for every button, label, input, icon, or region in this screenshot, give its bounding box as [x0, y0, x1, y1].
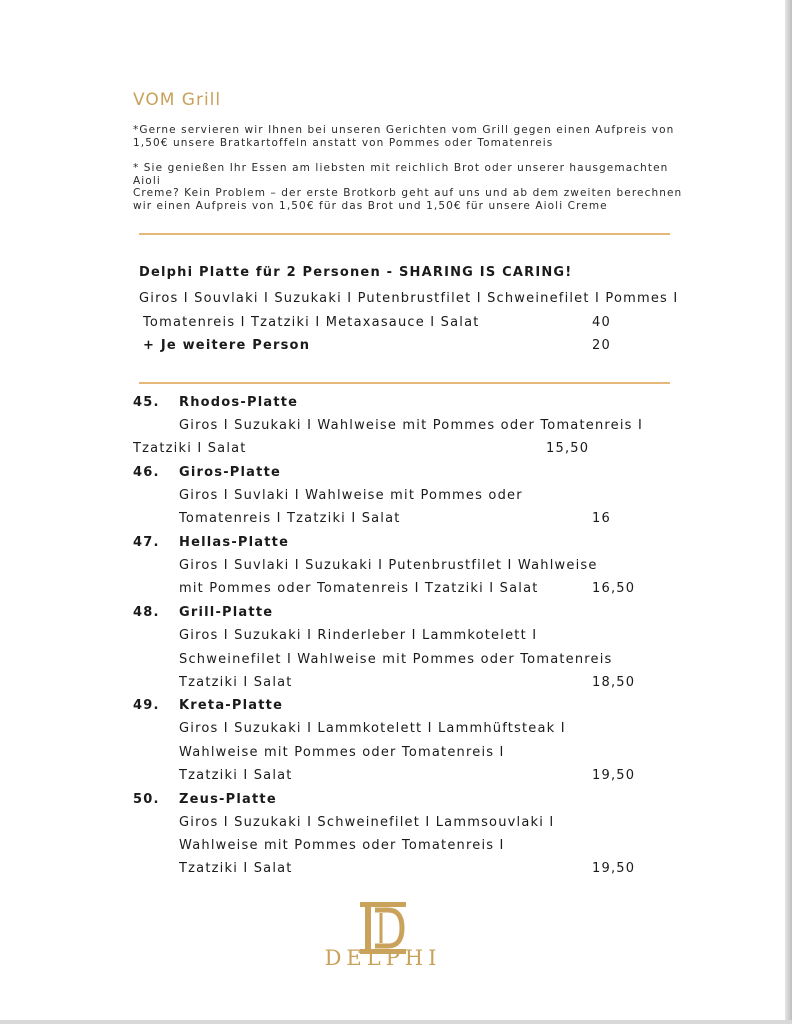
- item-price: 16,50: [592, 581, 636, 596]
- note-line: Creme? Kein Problem – der erste Brotkorb geht auf uns und ab dem zweiten berechnen: [133, 187, 683, 199]
- note-bread: [133, 162, 693, 212]
- item-description: Wahlweise mit Pommes oder Tomatenreis I: [179, 745, 505, 760]
- item-description: Giros I Suvlaki I Wahlweise mit Pommes oder: [179, 488, 523, 503]
- item-number: 47.: [133, 535, 160, 550]
- item-price: 19,50: [592, 861, 636, 876]
- item-number: 45.: [133, 395, 160, 410]
- sharing-extra-price: 20: [592, 338, 611, 353]
- item-number: 48.: [133, 605, 160, 620]
- item-description: Giros I Suzukaki I Lammkotelett I Lammhüftsteak I: [179, 721, 566, 736]
- delphi-logo-text: DELPHI: [324, 946, 442, 970]
- item-description: Giros I Suvlaki I Suzukaki I Putenbrustfilet I Wahlweise: [179, 558, 598, 573]
- sharing-description: Tomatenreis I Tzatziki I Metaxasauce I Salat: [143, 315, 480, 330]
- gold-divider: [139, 382, 670, 384]
- item-description: Tzatziki I Salat: [179, 675, 293, 690]
- note-line: * Sie genießen Ihr Essen am liebsten mit reichlich Brot oder unserer hausgemachten Aioli: [133, 162, 669, 187]
- section-title: VOM Grill: [133, 90, 222, 110]
- item-description: Giros I Suzukaki I Schweinefilet I Lammsouvlaki I: [179, 815, 555, 830]
- item-description: Schweinefilet I Wahlweise mit Pommes oder Tomatenreis: [179, 652, 613, 667]
- gold-divider: [139, 233, 670, 235]
- sharing-extra-label: + Je weitere Person: [143, 338, 311, 353]
- page-bottom-edge: [0, 1020, 792, 1024]
- note-line: wir einen Aufpreis von 1,50€ für das Brot und 1,50€ für unsere Aioli Creme: [133, 199, 608, 212]
- item-description: Tzatziki I Salat: [179, 861, 293, 876]
- item-description: Tomatenreis I Tzatziki I Salat: [179, 511, 401, 526]
- sharing-description: Giros I Souvlaki I Suzukaki I Putenbrustfilet I Schweinefilet I Pommes I: [139, 291, 679, 306]
- item-number: 46.: [133, 465, 160, 480]
- note-line: 1,50€ unsere Bratkartoffeln anstatt von Pommes oder Tomatenreis: [133, 136, 554, 149]
- item-description: mit Pommes oder Tomatenreis I Tzatziki I Salat: [179, 581, 539, 596]
- item-name: Grill-Platte: [179, 605, 274, 620]
- note-side-dish: [133, 124, 693, 149]
- item-price: 16: [592, 511, 611, 526]
- item-name: Giros-Platte: [179, 465, 282, 480]
- item-price: 19,50: [592, 768, 636, 783]
- item-number: 49.: [133, 698, 160, 713]
- item-description: Tzatziki I Salat: [133, 441, 247, 456]
- sharing-title: Delphi Platte für 2 Personen - SHARING IS CARING!: [139, 265, 573, 280]
- item-description: Wahlweise mit Pommes oder Tomatenreis I: [179, 838, 505, 853]
- item-name: Zeus-Platte: [179, 792, 277, 807]
- sharing-price: 40: [592, 315, 611, 330]
- item-description: Giros I Suzukaki I Rinderleber I Lammkotelett I: [179, 628, 538, 643]
- item-price: 18,50: [592, 675, 636, 690]
- item-description: Giros I Suzukaki I Wahlweise mit Pommes oder Tomatenreis I: [179, 418, 644, 433]
- item-name: Hellas-Platte: [179, 535, 290, 550]
- item-number: 50.: [133, 792, 160, 807]
- item-name: Kreta-Platte: [179, 698, 284, 713]
- item-price: 15,50: [546, 441, 590, 456]
- item-description: Tzatziki I Salat: [179, 768, 293, 783]
- item-name: Rhodos-Platte: [179, 395, 299, 410]
- note-line: *Gerne servieren wir Ihnen bei unseren Gerichten vom Grill gegen einen Aufpreis von: [133, 124, 675, 136]
- page-edge: [785, 0, 792, 1024]
